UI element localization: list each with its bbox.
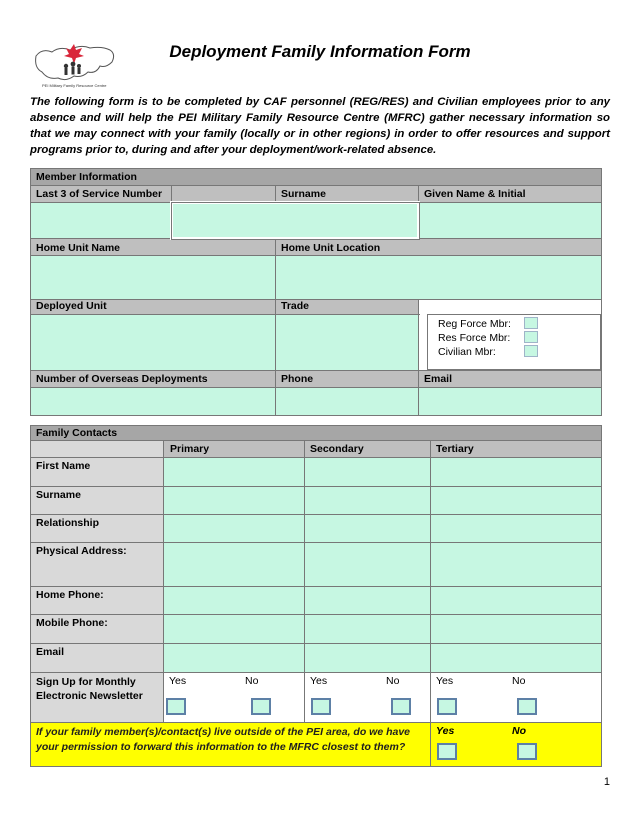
deployed-unit-field[interactable] — [31, 315, 276, 371]
member-info-heading: Member Information — [31, 169, 602, 186]
overseas-deployments-field[interactable] — [31, 388, 276, 416]
tertiary-yes-label: Yes — [436, 675, 454, 687]
secondary-relationship-field[interactable] — [305, 515, 431, 543]
email-label: Email — [419, 371, 602, 388]
email-field[interactable] — [419, 388, 602, 416]
primary-first-name-field[interactable] — [164, 458, 305, 487]
intro-paragraph: The following form is to be completed by CAF personnel (REG/RES) and Civilian employees prior to any absence and will help the PEI Military Family Resource Centre (MFRC) gather necessary information so that we may connect with your family (locally or in other regions) in order to offer resources and support programs prior to, during and after your deployment/work-related absence. — [30, 96, 610, 156]
relationship-label: Relationship — [31, 515, 164, 543]
service-number-field[interactable] — [31, 203, 172, 239]
trade-label: Trade — [276, 300, 419, 315]
tertiary-first-name-field[interactable] — [431, 458, 602, 487]
permission-yes-checkbox[interactable] — [437, 743, 457, 760]
email-row-label: Email — [31, 644, 164, 673]
res-force-checkbox[interactable] — [524, 331, 538, 343]
deployed-unit-label: Deployed Unit — [31, 300, 276, 315]
secondary-no-label: No — [386, 675, 400, 687]
civilian-checkbox[interactable] — [524, 345, 538, 357]
surname-field[interactable] — [172, 203, 419, 239]
res-force-label: Res Force Mbr: — [438, 332, 511, 344]
home-unit-field[interactable] — [31, 256, 276, 300]
family-contacts-table — [30, 425, 602, 767]
family-contacts-heading: Family Contacts — [31, 426, 602, 441]
primary-email-field[interactable] — [164, 644, 305, 673]
permission-yes-label: Yes — [436, 725, 455, 737]
home-phone-label: Home Phone: — [31, 587, 164, 615]
home-unit-location-label: Home Unit Location — [276, 239, 602, 256]
service-number-label: Last 3 of Service Number — [31, 186, 172, 203]
home-unit-location-field[interactable] — [276, 256, 602, 300]
primary-surname-field[interactable] — [164, 487, 305, 515]
primary-mobile-phone-field[interactable] — [164, 615, 305, 644]
page-title: Deployment Family Information Form — [169, 42, 471, 61]
trade-field[interactable] — [276, 315, 419, 371]
civilian-label: Civilian Mbr: — [438, 346, 496, 358]
given-name-label: Given Name & Initial — [419, 186, 602, 203]
newsletter-label: Sign Up for Monthly Electronic Newsletter — [31, 673, 164, 723]
secondary-home-phone-field[interactable] — [305, 587, 431, 615]
secondary-surname-field[interactable] — [305, 487, 431, 515]
secondary-column-header: Secondary — [305, 441, 431, 458]
page-number: 1 — [603, 776, 610, 788]
home-unit-label: Home Unit Name — [31, 239, 276, 256]
reg-force-label: Reg Force Mbr: — [438, 318, 511, 330]
permission-no-checkbox[interactable] — [517, 743, 537, 760]
physical-address-label: Physical Address: — [31, 543, 164, 587]
surname-label: Surname — [276, 186, 419, 203]
svg-text:PEI Military Family Resource C: PEI Military Family Resource Centre — [42, 83, 107, 88]
given-name-field[interactable] — [419, 203, 602, 239]
primary-column-header: Primary — [164, 441, 305, 458]
secondary-first-name-field[interactable] — [305, 458, 431, 487]
overseas-deployments-label: Number of Overseas Deployments — [31, 371, 276, 388]
secondary-email-field[interactable] — [305, 644, 431, 673]
primary-yes-label: Yes — [169, 675, 187, 687]
tertiary-mobile-phone-field[interactable] — [431, 615, 602, 644]
secondary-newsletter-yes-checkbox[interactable] — [311, 698, 331, 715]
primary-no-label: No — [245, 675, 259, 687]
primary-newsletter-yes-checkbox[interactable] — [166, 698, 186, 715]
tertiary-home-phone-field[interactable] — [431, 587, 602, 615]
tertiary-column-header: Tertiary — [431, 441, 602, 458]
primary-home-phone-field[interactable] — [164, 587, 305, 615]
surname-row-label: Surname — [31, 487, 164, 515]
phone-label: Phone — [276, 371, 419, 388]
tertiary-email-field[interactable] — [431, 644, 602, 673]
secondary-mobile-phone-field[interactable] — [305, 615, 431, 644]
permission-no-label: No — [512, 725, 526, 737]
tertiary-address-field[interactable] — [431, 543, 602, 587]
phone-field[interactable] — [276, 388, 419, 416]
secondary-yes-label: Yes — [310, 675, 328, 687]
tertiary-no-label: No — [512, 675, 526, 687]
mobile-phone-label: Mobile Phone: — [31, 615, 164, 644]
primary-address-field[interactable] — [164, 543, 305, 587]
tertiary-newsletter-yes-checkbox[interactable] — [437, 698, 457, 715]
secondary-newsletter-no-checkbox[interactable] — [391, 698, 411, 715]
primary-newsletter-no-checkbox[interactable] — [251, 698, 271, 715]
first-name-label: First Name — [31, 458, 164, 487]
member-info-table — [30, 168, 602, 416]
primary-relationship-field[interactable] — [164, 515, 305, 543]
tertiary-newsletter-no-checkbox[interactable] — [517, 698, 537, 715]
tertiary-surname-field[interactable] — [431, 487, 602, 515]
tertiary-relationship-field[interactable] — [431, 515, 602, 543]
reg-force-checkbox[interactable] — [524, 317, 538, 329]
secondary-address-field[interactable] — [305, 543, 431, 587]
permission-question: If your family member(s)/contact(s) live outside of the PEI area, do we have your permission to forward this information to the MFRC closest to them? — [31, 723, 431, 767]
